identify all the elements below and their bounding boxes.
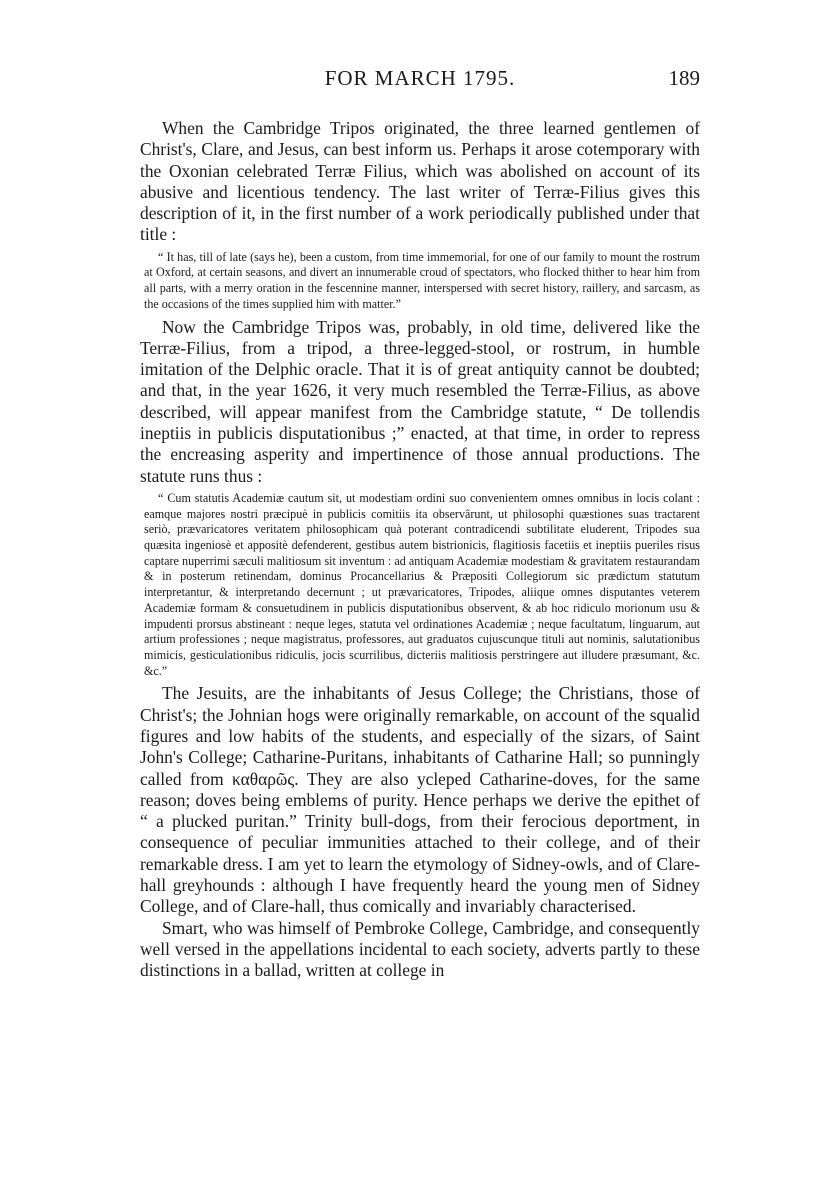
body-text (140, 118, 700, 982)
quotation-terrae-filius: “ It has, till of late (says he), been a custom, from time immemorial, for one of our family to mount the rostrum at Oxford, at certain seasons, and divert an innumerable croud of spectators, who flocked thither to hear him from all parts, with a merry oration in the fescennine manner, interspersed with secret history, raillery, and sarcasm, as the occasions of the times supplied him with matter.” (144, 249, 700, 311)
paragraph-smart-ballad: Smart, who was himself of Pembroke College, Cambridge, and consequently well versed in the appellations incidental to each society, adverts partly to these distinctions in a ballad, written at college in (140, 917, 700, 981)
paragraph-college-nicknames: The Jesuits, are the inhabitants of Jesus College; the Christians, those of Christ's; the Johnian hogs were originally remarkable, on account of the squalid figures and low habits of the students, and especially of the sizars, of Saint John's College; Catharine-Puritans, inhabitants of Catharine Hall; so punningly called from καθαρῶς. They are also ycleped Catharine-doves, for the same reason; doves being emblems of purity. Hence perhaps we derive the epithet of “ a plucked puritan.” Trinity bull-dogs, from their ferocious deportment, in consequence of peculiar immunities attached to their college, and of their remarkable dress. I am yet to learn the etymology of Sidney-owls, and of Clare-hall greyhounds : although I have frequently heard the young men of Sidney College, and of Clare-hall, thus comically and invariably characterised. (140, 683, 700, 917)
quotation-latin-statute: “ Cum statutis Academiæ cautum sit, ut modestiam ordini suo convenientem omnes omnibus in locis colant : eamque majores nostri præcipuè in publicis comitiis ita observârunt, ut philosophi quæstiones suas tractarent seriò, prævaricatores veritatem philosophicam quà poterant contradicendi subtilitate eluderent, Tripodes sua quæsita ingeniosè et appositè defenderent, gestibus autem bistrionicis, flagitiosis facetiis et ineptiis pueriles risus captare nuperrimi sæculi malitiosum sit inventum : ad antiquam Academiæ modestiam & gravitatem restaurandam & in posterum retinendam, dominus Procancellarius & Præpositi Collegiorum sic prædictum statutum interpretantur, & interpretando decernunt ; ut prævaricatores, Tripodes, aliique omnes disputantes veterem Academiæ formam & consuetudinem in publicis disputationibus observent, & ab hoc ridiculo morionum usu & impudenti prorsus abstineant : neque leges, statuta vel ordinationes Academiæ ; neque facultatum, linguarum, aut artium professiones ; neque magistratus, professores, aut graduatos cujuscunque tituli aut nominis, salutationibus mimicis, gesticulationibus ridiculis, jocis scurrilibus, dicteriis malitiosis perstringere aut illudere præsumant, &c. &c.” (144, 490, 700, 678)
page-number: 189 (668, 66, 700, 90)
running-head: FOR MARCH 1795. (324, 66, 516, 90)
page-header (140, 66, 700, 106)
paragraph-cambridge-statute: Now the Cambridge Tripos was, probably, in old time, delivered like the Terræ-Filius, from a tripod, a three-legged-stool, or rostrum, in humble imitation of the Delphic oracle. That it is of great antiquity cannot be doubted; and that, in the year 1626, it very much resembled the Terræ-Filius, as above described, will appear manifest from the Cambridge statute, “ De tollendis ineptiis in publicis disputationibus ;” enacted, at that time, in order to repress the encreasing asperity and impertinence of those annual productions. The statute runs thus : (140, 316, 700, 486)
paragraph-tripos-origin: When the Cambridge Tripos originated, the three learned gentlemen of Christ's, Clare, and Jesus, can best inform us. Perhaps it arose cotemporary with the Oxonian celebrated Terræ Filius, which was abolished on account of its abusive and licentious tendency. The last writer of Terræ-Filius gives this description of it, in the first number of a work periodically published under that title : (140, 118, 700, 245)
